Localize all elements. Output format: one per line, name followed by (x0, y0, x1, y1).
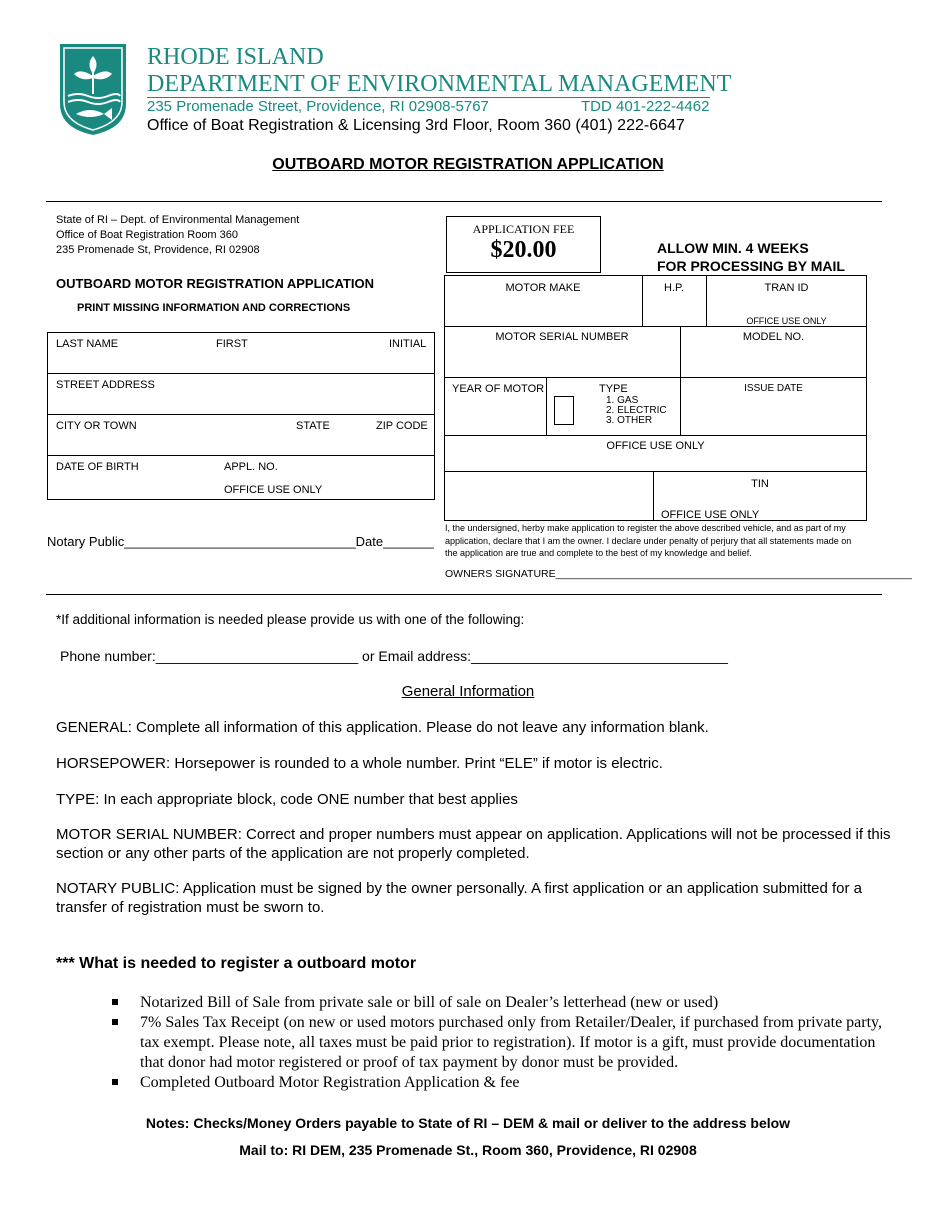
return-address-line: Office of Boat Registration Room 360 (56, 229, 239, 241)
leaf-fish-shield-icon (58, 42, 128, 136)
list-item-text: Notarized Bill of Sale from private sale or bill of sale on Dealer’s letterhead (new or used) (140, 994, 719, 1011)
list-item-text: Completed Outboard Motor Registration Application & fee (140, 1074, 520, 1091)
org-line2: DEPARTMENT OF ENVIRONMENTAL MANAGEMENT (147, 71, 732, 97)
divider (47, 455, 435, 456)
needed-heading: *** What is needed to register a outboard motor (56, 955, 417, 972)
allow-weeks-line2: FOR PROCESSING BY MAIL (657, 258, 845, 274)
list-item (112, 993, 892, 1013)
tran-id-office-use: OFFICE USE ONLY (746, 316, 827, 326)
needed-list (112, 993, 892, 1093)
motor-make-field[interactable]: MOTOR MAKE (505, 282, 581, 294)
type-option: 2. ELECTRIC (606, 405, 667, 416)
return-address-line: State of RI – Dept. of Environmental Management (56, 214, 300, 226)
header-tdd: TDD 401-222-4462 (581, 98, 710, 115)
hp-field[interactable]: H.P. (664, 282, 684, 294)
list-item (112, 1013, 892, 1073)
left-form-subtitle: PRINT MISSING INFORMATION AND CORRECTIONS (77, 302, 351, 314)
general-para: MOTOR SERIAL NUMBER: Correct and proper numbers must appear on application. Applications will not be processed if this section or any other parts of the application are not properly completed. (56, 826, 891, 862)
bullet-icon (112, 1079, 118, 1085)
owners-signature-line[interactable]: OWNERS SIGNATURE_____________________________________________________________ (445, 568, 912, 580)
tin-field: TIN (751, 478, 769, 490)
last-name-field[interactable]: LAST NAME (56, 338, 119, 350)
general-heading: General Information (401, 683, 535, 700)
city-field[interactable]: CITY OR TOWN (56, 420, 137, 432)
appl-no-field: APPL. NO. (224, 461, 278, 473)
allow-weeks-line1: ALLOW MIN. 4 WEEKS (657, 240, 809, 256)
street-address-field[interactable]: STREET ADDRESS (56, 379, 155, 391)
contact-line[interactable]: Phone number:__________________________ or Email address:_________________________________ (60, 648, 728, 664)
notes-line2: Mail to: RI DEM, 235 Promenade St., Room 360, Providence, RI 02908 (239, 1142, 697, 1158)
type-option: 3. OTHER (606, 415, 653, 426)
fee-value: $20.00 (490, 237, 557, 263)
return-address-line: 235 Promenade St, Providence, RI 02908 (56, 244, 260, 256)
form-top-rule (46, 201, 882, 202)
divider (444, 326, 867, 327)
bullet-icon (112, 999, 118, 1005)
org-line1: RHODE ISLAND (147, 44, 324, 70)
year-of-motor-field[interactable]: YEAR OF MOTOR (452, 383, 545, 395)
office-use-label: OFFICE USE ONLY (224, 484, 323, 496)
initial-field[interactable]: INITIAL (389, 338, 427, 350)
type-label: TYPE (599, 383, 628, 395)
general-para: GENERAL: Complete all information of this application. Please do not leave any information blank. (56, 719, 709, 736)
bullet-icon (112, 1019, 118, 1025)
list-item (112, 1073, 892, 1093)
notary-line[interactable]: Notary Public________________________________Date_______ (47, 534, 434, 549)
office-use-mid: OFFICE USE ONLY (606, 440, 705, 452)
tran-id-field: TRAN ID (764, 282, 809, 294)
dem-logo (58, 42, 128, 136)
zip-field[interactable]: ZIP CODE (376, 420, 428, 432)
office-use-bottom: OFFICE USE ONLY (661, 509, 760, 521)
first-name-field[interactable]: FIRST (216, 338, 248, 350)
divider (444, 471, 867, 472)
divider (47, 373, 435, 374)
contact-intro: *If additional information is needed please provide us with one of the following: (56, 612, 525, 627)
notes-line1: Notes: Checks/Money Orders payable to State of RI – DEM & mail or deliver to the address below (145, 1115, 791, 1131)
general-para: HORSEPOWER: Horsepower is rounded to a whole number. Print “ELE” if motor is electric. (56, 755, 663, 772)
issue-date-field: ISSUE DATE (744, 383, 803, 394)
fee-label: APPLICATION FEE (472, 222, 575, 236)
divider (546, 377, 547, 435)
declaration-text: I, the undersigned, herby make application to register the above described vehicle, and as part of my application, declare that I am the owner. I declare under penalty of perjury that all statements made on the application are true and complete to the best of my knowledge and belief. (445, 523, 852, 558)
divider (47, 414, 435, 415)
model-no-field[interactable]: MODEL NO. (742, 331, 805, 343)
header-address: 235 Promenade Street, Providence, RI 02908-5767 (147, 98, 489, 115)
state-field[interactable]: STATE (296, 420, 330, 432)
header-office: Office of Boat Registration & Licensing 3rd Floor, Room 360 (401) 222-6647 (147, 117, 685, 134)
applicant-box (47, 332, 435, 500)
dob-field[interactable]: DATE OF BIRTH (56, 461, 139, 473)
form-bottom-rule (46, 594, 882, 595)
type-code-box[interactable] (554, 396, 574, 425)
type-option: 1. GAS (606, 395, 639, 406)
general-para: TYPE: In each appropriate block, code ONE number that best applies (56, 791, 518, 808)
divider (444, 377, 867, 378)
left-form-title: OUTBOARD MOTOR REGISTRATION APPLICATION (56, 276, 375, 291)
general-para: NOTARY PUBLIC: Application must be signed by the owner personally. A first application or an application submitted for a transfer of registration must be sworn to. (56, 880, 862, 916)
divider (444, 435, 867, 436)
serial-number-field[interactable]: MOTOR SERIAL NUMBER (495, 331, 629, 343)
list-item-text: 7% Sales Tax Receipt (on new or used motors purchased only from Retailer/Dealer, if purchased from private party, tax exempt. Please note, all taxes must be paid prior to registration). If motor is a gift, must provide documentation that donor had motor registered or proof of tax payment by donor must be provided. (140, 1014, 882, 1071)
main-title: OUTBOARD MOTOR REGISTRATION APPLICATION (272, 156, 664, 173)
return-address (56, 213, 299, 258)
